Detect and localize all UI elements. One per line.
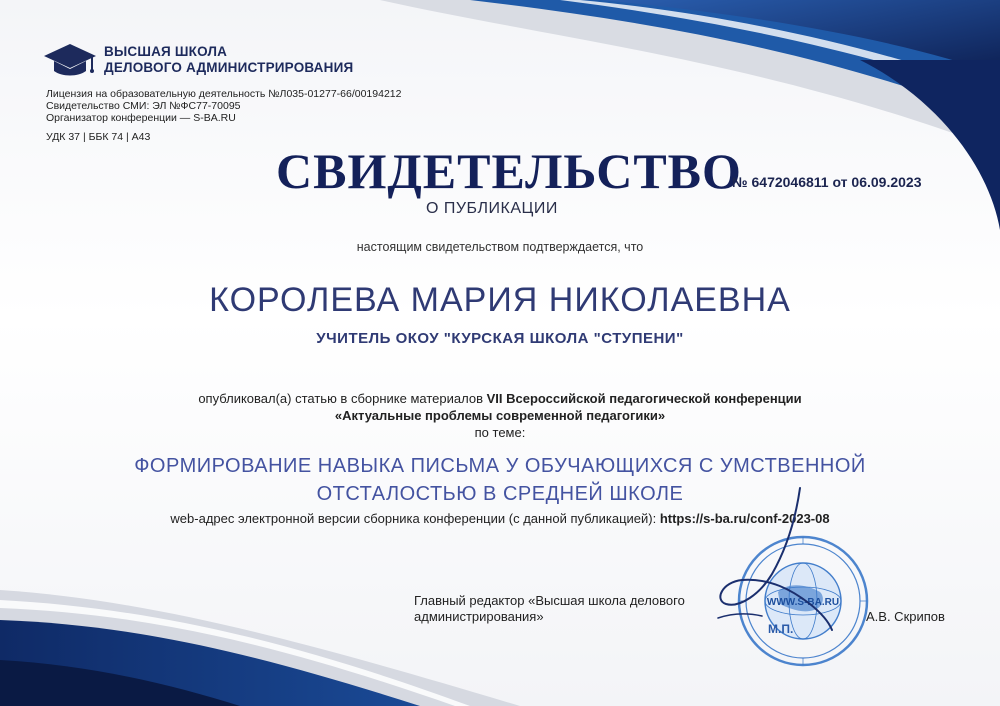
editor-line2: администрирования»	[414, 609, 544, 624]
media-registration-text: Свидетельство СМИ: ЭЛ №ФС77-70095	[46, 100, 241, 112]
org-name	[104, 44, 353, 76]
org-name-line2: ДЕЛОВОГО АДМИНИСТРИРОВАНИЯ	[104, 60, 354, 75]
article-topic: ФОРМИРОВАНИЕ НАВЫКА ПИСЬМА У ОБУЧАЮЩИХСЯ С УМСТВЕННОЙ ОТСТАЛОСТЬЮ В СРЕДНЕЙ ШКОЛЕ	[134, 455, 866, 505]
org-details	[46, 88, 401, 124]
conference-name: VII Всероссийской педагогической конференции	[486, 391, 802, 406]
organizer-text: Организатор конференции — S-BA.RU	[46, 112, 236, 124]
stamp-mp-label: М.П.	[768, 622, 794, 636]
published-prefix: опубликовал(а) статью в сборнике материалов	[198, 391, 487, 406]
certificate-number: № 6472046811 от 06.09.2023	[732, 174, 922, 190]
certificate-subtitle: О ПУБЛИКАЦИИ	[426, 200, 558, 217]
web-url-link[interactable]: https://s-ba.ru/conf-2023-08	[659, 511, 830, 526]
certificate-title: СВИДЕТЕЛЬСТВО	[276, 143, 742, 199]
org-name-line1: ВЫСШАЯ ШКОЛА	[104, 44, 228, 59]
web-address-text	[0, 511, 1000, 526]
on-topic-label: по теме:	[474, 425, 526, 440]
license-text: Лицензия на образовательную деятельность №Л035-01277-66/00194212	[46, 88, 402, 100]
web-prefix: web-адрес электронной версии сборника конференции (с данной публикацией):	[170, 511, 660, 526]
editor-title	[414, 593, 685, 625]
recipient-name: КОРОЛЕВА МАРИЯ НИКОЛАЕВНА	[209, 281, 791, 319]
editor-line1: Главный редактор «Высшая школа делового	[414, 593, 685, 608]
stamp-url: WWW.S-BA.RU	[766, 597, 840, 608]
udk-text: УДК 37 | ББК 74 | А43	[46, 131, 151, 143]
graduation-cap-icon	[42, 40, 98, 80]
handwritten-signature	[700, 486, 840, 636]
confirmation-text: настоящим свидетельством подтверждается, что	[356, 240, 644, 254]
recipient-position: УЧИТЕЛЬ ОКОУ "КУРСКАЯ ШКОЛА "СТУПЕНИ"	[316, 330, 684, 347]
publication-text	[0, 390, 1000, 441]
org-logo	[42, 40, 353, 80]
signer-name: А.В. Скрипов	[866, 609, 945, 624]
conference-title: «Актуальные проблемы современной педагогики»	[334, 408, 666, 423]
